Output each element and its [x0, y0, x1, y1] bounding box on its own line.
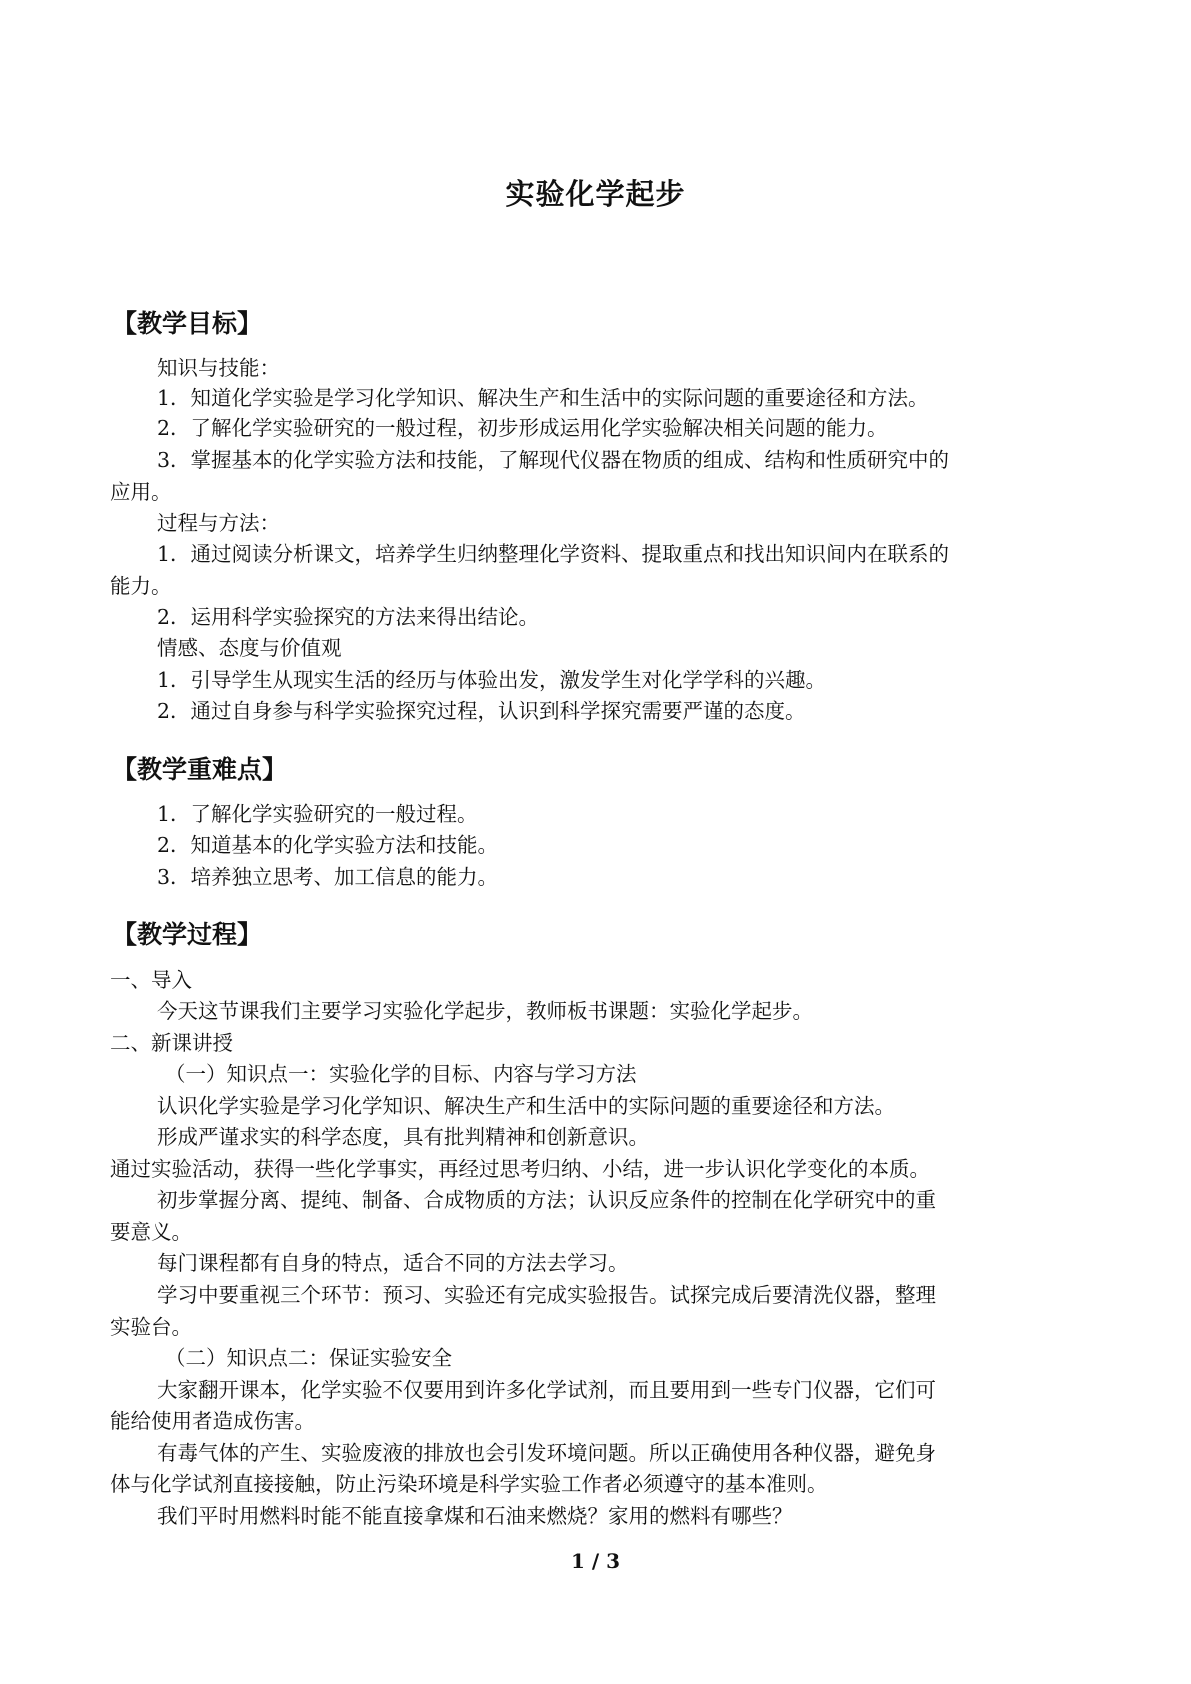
text-line: 能给使用者造成伤害。: [110, 1409, 315, 1433]
text-line: 通过实验活动，获得一些化学事实，再经过思考归纳、小结，进一步认识化学变化的本质。: [110, 1157, 930, 1181]
text-line: 有毒气体的产生、实验废液的排放也会引发环境问题。所以正确使用各种仪器，避免身: [157, 1441, 936, 1465]
text-line: 1．引导学生从现实生活的经历与体验出发，激发学生对化学学科的兴趣。: [157, 668, 827, 692]
text-line: （一）知识点一：实验化学的目标、内容与学习方法: [165, 1062, 637, 1086]
text-line: 过程与方法：: [157, 511, 280, 535]
heading-teaching-goals: 【教学目标】: [112, 309, 263, 338]
text-line: 3．掌握基本的化学实验方法和技能，了解现代仪器在物质的组成、结构和性质研究中的: [157, 448, 950, 472]
text-line: 2．了解化学实验研究的一般过程，初步形成运用化学实验解决相关问题的能力。: [157, 416, 888, 440]
text-line: 1．知道化学实验是学习化学知识、解决生产和生活中的实际问题的重要途径和方法。: [157, 386, 929, 410]
text-line: 形成严谨求实的科学态度，具有批判精神和创新意识。: [157, 1125, 649, 1149]
text-line: 2．通过自身参与科学实验探究过程，认识到科学探究需要严谨的态度。: [157, 699, 806, 723]
text-line: 学习中要重视三个环节：预习、实验还有完成实验报告。试探完成后要清洗仪器，整理: [157, 1283, 936, 1307]
text-line: 认识化学实验是学习化学知识、解决生产和生活中的实际问题的重要途径和方法。: [157, 1094, 895, 1118]
text-line: 要意义。: [110, 1220, 192, 1244]
text-line: 3．培养独立思考、加工信息的能力。: [157, 865, 499, 889]
text-line: 2．运用科学实验探究的方法来得出结论。: [157, 605, 540, 629]
heading-teaching-process: 【教学过程】: [112, 920, 263, 949]
text-line: 实验台。: [110, 1315, 192, 1339]
text-line: 二、新课讲授: [110, 1031, 233, 1055]
text-line: 情感、态度与价值观: [157, 636, 342, 660]
text-line: 今天这节课我们主要学习实验化学起步，教师板书课题：实验化学起步。: [157, 999, 813, 1023]
page-number: 1 / 3: [570, 1549, 621, 1573]
text-line: 初步掌握分离、提纯、制备、合成物质的方法；认识反应条件的控制在化学研究中的重: [157, 1188, 936, 1212]
document-title: 实验化学起步: [505, 177, 686, 211]
text-line: 应用。: [110, 480, 172, 504]
text-line: 我们平时用燃料时能不能直接拿煤和石油来燃烧？家用的燃料有哪些？: [157, 1504, 793, 1528]
heading-key-points: 【教学重难点】: [112, 755, 288, 784]
text-line: 1．了解化学实验研究的一般过程。: [157, 802, 478, 826]
text-line: 知识与技能：: [157, 356, 280, 380]
text-line: 每门课程都有自身的特点，适合不同的方法去学习。: [157, 1251, 629, 1275]
text-line: 一、导入: [110, 968, 192, 992]
text-line: 大家翻开课本，化学实验不仅要用到许多化学试剂，而且要用到一些专门仪器，它们可: [157, 1378, 936, 1402]
text-line: （二）知识点二：保证实验安全: [165, 1346, 452, 1370]
text-line: 2．知道基本的化学实验方法和技能。: [157, 833, 499, 857]
text-line: 体与化学试剂直接接触，防止污染环境是科学实验工作者必须遵守的基本准则。: [110, 1472, 828, 1496]
text-line: 1．通过阅读分析课文，培养学生归纳整理化学资料、提取重点和找出知识间内在联系的: [157, 542, 950, 566]
text-line: 能力。: [110, 574, 172, 598]
